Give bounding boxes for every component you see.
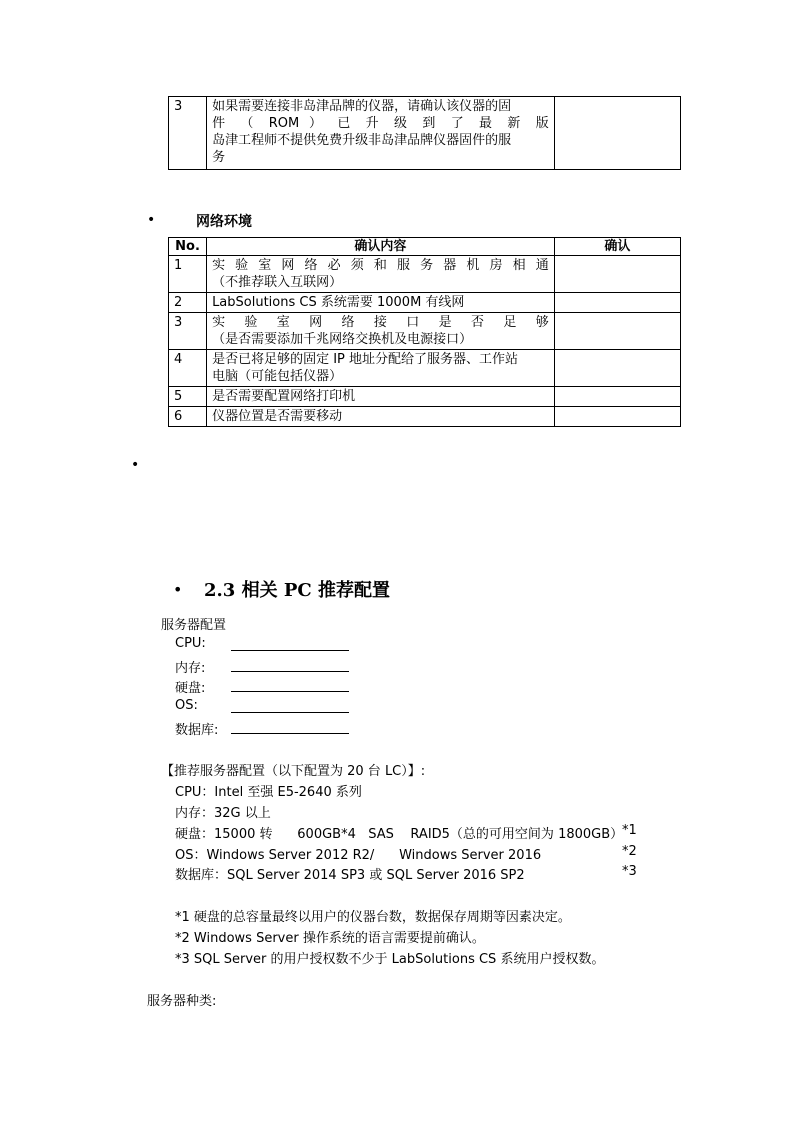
table-row	[169, 293, 681, 313]
row-confirm	[554, 256, 680, 293]
field-label-memory: 内存:	[175, 661, 206, 676]
row-content-line: （不推荐联入互联网）	[212, 275, 343, 290]
field-underline-disk[interactable]	[231, 691, 349, 692]
row-confirm	[554, 293, 680, 313]
note-marker: *3	[622, 864, 637, 879]
table-row	[169, 313, 681, 350]
bullet-icon: •	[173, 580, 183, 599]
field-underline-cpu[interactable]	[231, 650, 349, 651]
row-confirm	[554, 313, 680, 350]
row-confirm	[554, 387, 680, 407]
row-number: 3	[169, 313, 207, 350]
row-number: 6	[169, 407, 207, 427]
row-content: 是否需要配置网络打印机	[207, 387, 555, 407]
table-row	[169, 256, 681, 293]
table-row	[169, 407, 681, 427]
requirements-table-continued	[168, 96, 681, 170]
recommended-os: OS：Windows Server 2012 R2/ Windows Server 2016	[175, 848, 542, 863]
row-number: 2	[169, 293, 207, 313]
row-confirm	[554, 97, 680, 170]
row-content-line: 务	[212, 150, 226, 165]
row-confirm	[554, 350, 680, 387]
row-number: 4	[169, 350, 207, 387]
recommended-database: 数据库：SQL Server 2014 SP3 或 SQL Server 2016 SP2	[175, 868, 525, 883]
section-title: 2.3 相关 PC 推荐配置	[204, 580, 390, 601]
field-underline-os[interactable]	[231, 712, 349, 713]
row-content	[207, 97, 555, 170]
row-content-line: 实 验 室 网 络 接 口 是 否 足 够	[212, 315, 549, 330]
row-confirm	[554, 407, 680, 427]
footnote: *1 硬盘的总容量最终以用户的仪器台数，数据保存周期等因素决定。	[175, 910, 571, 925]
header-confirm: 确认	[554, 238, 680, 256]
bullet-icon: •	[131, 457, 140, 473]
row-content-line: 如果需要连接非岛津品牌的仪器，请确认该仪器的固	[212, 99, 512, 114]
field-label-disk: 硬盘:	[175, 681, 206, 696]
row-content-line: 是否已将足够的固定 IP 地址分配给了服务器、工作站	[212, 352, 519, 367]
footnote: *3 SQL Server 的用户授权数不少于 LabSolutions CS 系统用户授权数。	[175, 952, 605, 967]
recommended-title: 【推荐服务器配置（以下配置为 20 台 LC）】:	[161, 764, 426, 779]
field-label-cpu: CPU:	[175, 636, 206, 651]
row-content-line: （是否需要添加千兆网络交换机及电源接口）	[212, 332, 473, 347]
note-marker: *1	[622, 823, 637, 838]
row-content: 仪器位置是否需要移动	[207, 407, 555, 427]
row-content	[207, 313, 555, 350]
row-content-line: 电脑（可能包括仪器）	[212, 369, 343, 384]
network-section-title: 网络环境	[196, 214, 252, 230]
row-content-line: 岛津工程师不提供免费升级非岛津品牌仪器固件的服	[212, 133, 512, 148]
row-number: 5	[169, 387, 207, 407]
table-row	[169, 387, 681, 407]
row-content-line: 实 验 室 网 络 必 须 和 服 务 器 机 房 相 通	[212, 258, 549, 273]
row-number: 1	[169, 256, 207, 293]
field-label-database: 数据库:	[175, 723, 219, 738]
table-header-row	[169, 238, 681, 256]
bullet-icon: •	[147, 212, 156, 228]
network-table	[168, 237, 681, 427]
recommended-disk: 硬盘：15000 转 600GB*4 SAS RAID5（总的可用空间为 1800GB）	[175, 827, 624, 842]
server-type-label: 服务器种类:	[147, 994, 217, 1009]
note-marker: *2	[622, 844, 637, 859]
header-no: No.	[169, 238, 207, 256]
table-row	[169, 97, 681, 170]
field-underline-memory[interactable]	[231, 671, 349, 672]
recommended-memory: 内存：32G 以上	[175, 806, 271, 821]
recommended-cpu: CPU：Intel 至强 E5-2640 系列	[175, 785, 362, 800]
row-content-line: 件 （ ROM ） 已 升 级 到 了 最 新 版	[212, 116, 549, 131]
field-label-os: OS:	[175, 698, 198, 713]
row-number: 3	[169, 97, 207, 170]
row-content	[207, 350, 555, 387]
field-underline-database[interactable]	[231, 733, 349, 734]
table-row	[169, 350, 681, 387]
server-config-title: 服务器配置	[161, 618, 227, 633]
header-content: 确认内容	[207, 238, 555, 256]
footnote: *2 Windows Server 操作系统的语言需要提前确认。	[175, 931, 485, 946]
row-content	[207, 256, 555, 293]
row-content: LabSolutions CS 系统需要 1000M 有线网	[207, 293, 555, 313]
